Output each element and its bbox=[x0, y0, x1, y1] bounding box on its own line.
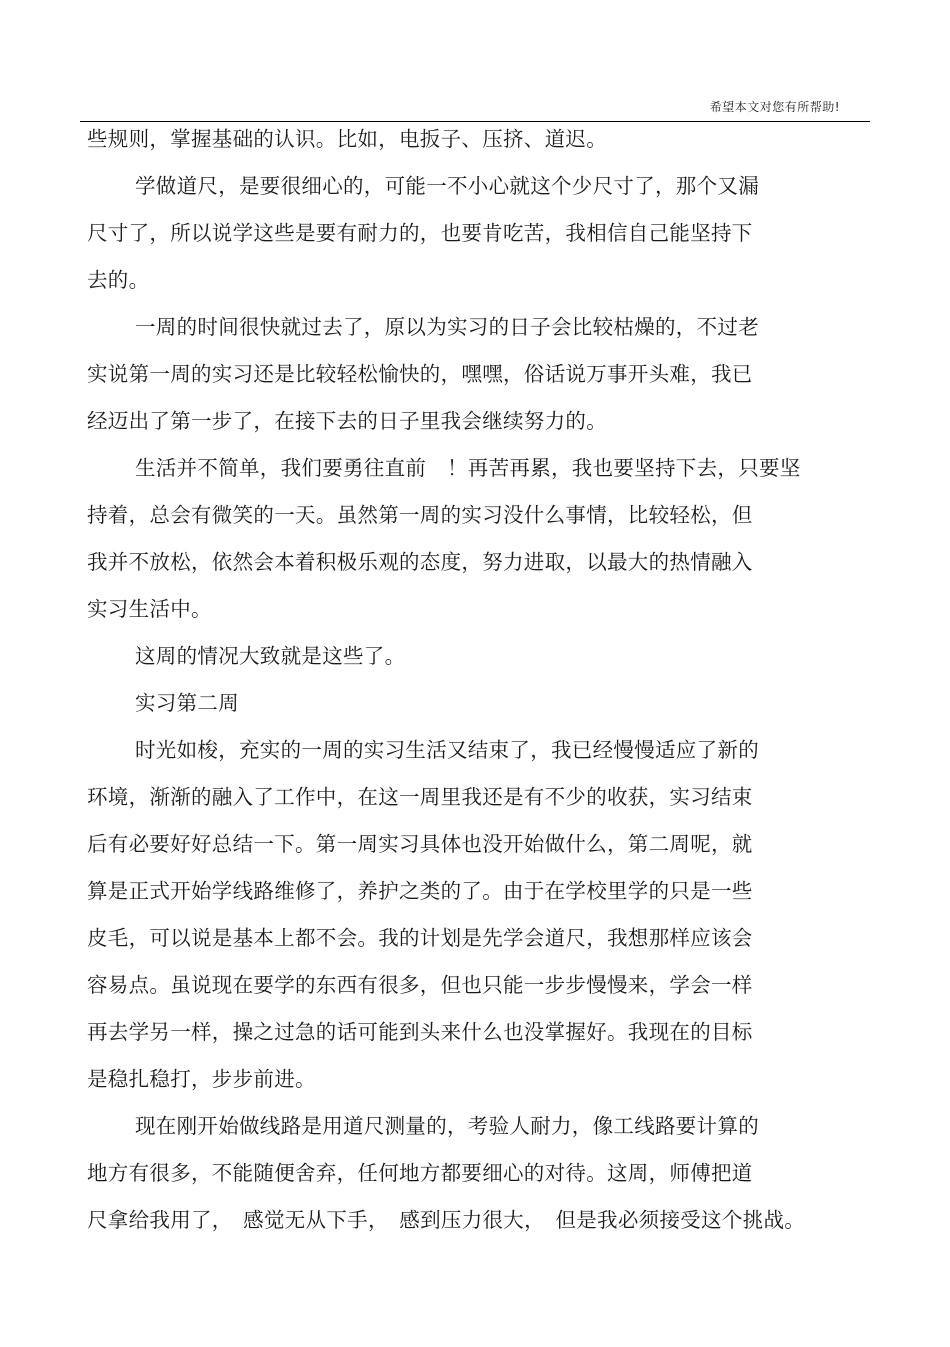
header-note: 希望本文对您有所帮助! bbox=[709, 100, 840, 114]
text-line: 后有必要好好总结一下。第一周实习具体也没开始做什么，第二周呢，就 bbox=[87, 832, 753, 856]
document-body bbox=[87, 116, 837, 1244]
text-line: 实习生活中。 bbox=[87, 597, 212, 621]
text-line: 些规则，掌握基础的认识。比如，电扳子、压挤、道迟。 bbox=[87, 127, 607, 151]
text-line: 我并不放松，依然会本着积极乐观的态度，努力进取，以最大的热情融入 bbox=[87, 550, 753, 574]
text-line: 实说第一周的实习还是比较轻松愉快的，嘿嘿，俗话说万事开头难，我已 bbox=[87, 362, 753, 386]
text-line: 环境，渐渐的融入了工作中，在这一周里我还是有不少的收获，实习结束 bbox=[87, 785, 753, 809]
text-line: 经迈出了第一步了，在接下去的日子里我会继续努力的。 bbox=[87, 409, 607, 433]
text-line: 学做道尺，是要很细心的，可能一不小心就这个少尺寸了，那个又漏 bbox=[135, 174, 759, 198]
text-line: 一周的时间很快就过去了，原以为实习的日子会比较枯燥的，不过老 bbox=[135, 315, 759, 339]
text-line: 持着，总会有微笑的一天。虽然第一周的实习没什么事情，比较轻松，但 bbox=[87, 503, 753, 527]
text-line: 时光如梭，充实的一周的实习生活又结束了，我已经慢慢适应了新的 bbox=[135, 738, 759, 762]
text-line: 现在刚开始做线路是用道尺测量的，考验人耐力，像工线路要计算的 bbox=[135, 1114, 759, 1138]
text-line: 算是正式开始学线路维修了，养护之类的了。由于在学校里学的只是一些 bbox=[87, 879, 753, 903]
text-line: 尺拿给我用了， 感觉无从下手， 感到压力很大， 但是我必须接受这个挑战。 bbox=[87, 1208, 806, 1232]
text-line: 容易点。虽说现在要学的东西有很多，但也只能一步步慢慢来，学会一样 bbox=[87, 973, 753, 997]
text-line: 地方有很多，不能随便舍弃，任何地方都要细心的对待。这周，师傅把道 bbox=[87, 1161, 753, 1185]
text-line: 皮毛，可以说是基本上都不会。我的计划是先学会道尺，我想那样应该会 bbox=[87, 926, 753, 950]
text-line: 尺寸了，所以说学这些是要有耐力的，也要肯吃苦，我相信自己能坚持下 bbox=[87, 221, 753, 245]
text-line: 这周的情况大致就是这些了。 bbox=[135, 644, 406, 668]
text-line: 再去学另一样，操之过急的话可能到头来什么也没掌握好。我现在的目标 bbox=[87, 1020, 753, 1044]
text-line: 去的。 bbox=[87, 268, 150, 292]
text-line: 生活并不简单，我们要勇往直前 ！再苦再累，我也要坚持下去，只要坚 bbox=[135, 456, 801, 480]
section-heading: 实习第二周 bbox=[135, 691, 239, 715]
text-line: 是稳扎稳打，步步前进。 bbox=[87, 1067, 316, 1091]
